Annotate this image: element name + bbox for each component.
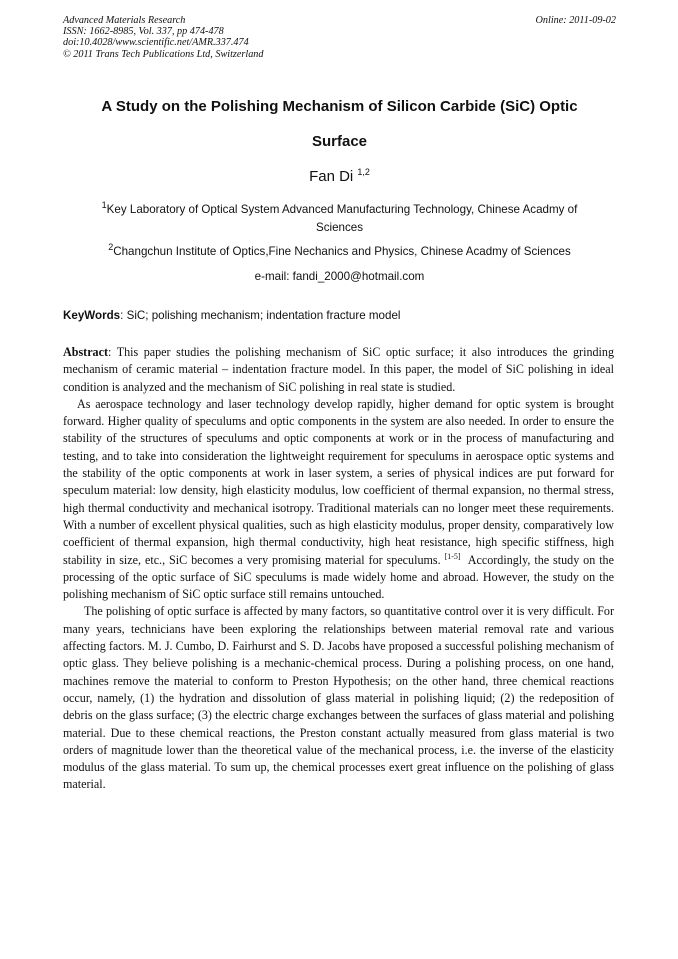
affiliation-2-text: Changchun Institute of Optics,Fine Nechanics and Physics, Chinese Acadmy of Sciences: [113, 245, 571, 258]
intro-paragraph: [63, 396, 614, 604]
author-email: e-mail: fandi_2000@hotmail.com: [254, 270, 425, 283]
journal-name: Advanced Materials Research: [63, 15, 186, 26]
paper-title-line-2: Surface: [311, 133, 368, 150]
abstract-text: : This paper studies the polishing mechanism of SiC optic surface; it also introduces the grinding mechanism of ceramic material – indentation fracture model. In this paper, the model of SiC polishing in ideal condition is analyzed and the mechanism of SiC polishing in real state is studied.: [63, 345, 614, 394]
abstract-paragraph: [63, 344, 614, 396]
affiliation-1-line-2: Sciences: [315, 221, 364, 234]
paper-title-line-1: A Study on the Polishing Mechanism of Silicon Carbide (SiC) Optic: [101, 98, 578, 115]
keywords: [63, 307, 616, 325]
affiliation-1: [63, 201, 616, 237]
intro-text-before-citation: As aerospace technology and laser technology develop rapidly, higher demand for optic system is brought forward. Higher quality of speculums and optic components in the system are also needed. In order to ensure the stability of the structures of speculums and optic components at work or in the process of manufacturing and testing, and to take into consideration the lightweight requirement for speculums in aerospace optic systems and the stability of the optic components at work in laser system, a series of physical indices are put forward for speculum material: low density, high elasticity modulus, low coefficient of thermal expansion, no thermal stress, high thermal conductivity and mechanical isotropy. Traditional materials can no longer meet these requirements. With a number of excellent physical qualities, such as high elasticity modulus, proper density, comparatively low coefficient of thermal expansion, high thermal conductivity, high heat resistance, high specific stiffness, high stability in size, etc., SiC becomes a very promising material for speculums.: [63, 396, 614, 567]
author-line: [63, 167, 616, 187]
paper-body: [63, 344, 614, 794]
journal-issn: ISSN: 1662-8985, Vol. 337, pp 474-478: [63, 26, 224, 38]
affiliation-1-mark: 1: [101, 200, 107, 211]
online-date: Online: 2011-09-02: [535, 15, 616, 26]
affiliation-1-line-1: Key Laboratory of Optical System Advanced Manufacturing Technology, Chinese Acadmy of: [106, 203, 578, 216]
citation-reference: [1-5]: [444, 551, 461, 561]
affiliation-2-mark: 2: [108, 242, 114, 253]
paper-title: [63, 89, 616, 159]
journal-info: [63, 15, 616, 60]
keywords-text: : SiC; polishing mechanism; indentation fracture model: [120, 309, 401, 322]
intro-text-after-citation: Accordingly, the study on the processing of the optic surface of SiC speculums is made widely home and abroad. However, the study on the polishing mechanism of SiC optic surface still remains untouched.: [63, 552, 614, 602]
journal-copyright: © 2011 Trans Tech Publications Ltd, Switzerland: [63, 48, 264, 60]
keywords-label: KeyWords: [63, 309, 121, 322]
abstract-label: Abstract: [63, 345, 109, 359]
journal-doi: doi:10.4028/www.scientific.net/AMR.337.474: [63, 37, 249, 49]
page-header: [63, 15, 616, 60]
polishing-paragraph: The polishing of optic surface is affected by many factors, so quantitative control over it is very difficult. For many years, technicians have been exploring the relationships between material removal rate and various affecting factors. M. J. Cumbo, D. Fairhurst and S. D. Jacobs have proposed a successful polishing mechanism of optic glass. They believe polishing is a mechanic-chemical process. During a polishing process, on one hand, machines remove the material to conform to Preston Hypothesis; on the other hand, three chemical reactions occur, namely, (1) the hydration and dissolution of glass material in polishing liquid; (2) the redeposition of debris on the glass surface; (3) the electric charge exchanges between the surfaces of glass material and polishing material. Due to these chemical reactions, the Preston constant actually measured from glass material is two orders of magnitude lower than the theoretical value of the mechanical process, i.e. the inverse of the elasticity modulus of the glass material. To sum up, the chemical processes exert great influence on the polishing of glass material.: [63, 604, 614, 792]
affiliation-2: [63, 243, 616, 261]
author-name: Fan Di: [309, 168, 354, 185]
author-affiliation-marks: 1,2: [357, 167, 370, 177]
